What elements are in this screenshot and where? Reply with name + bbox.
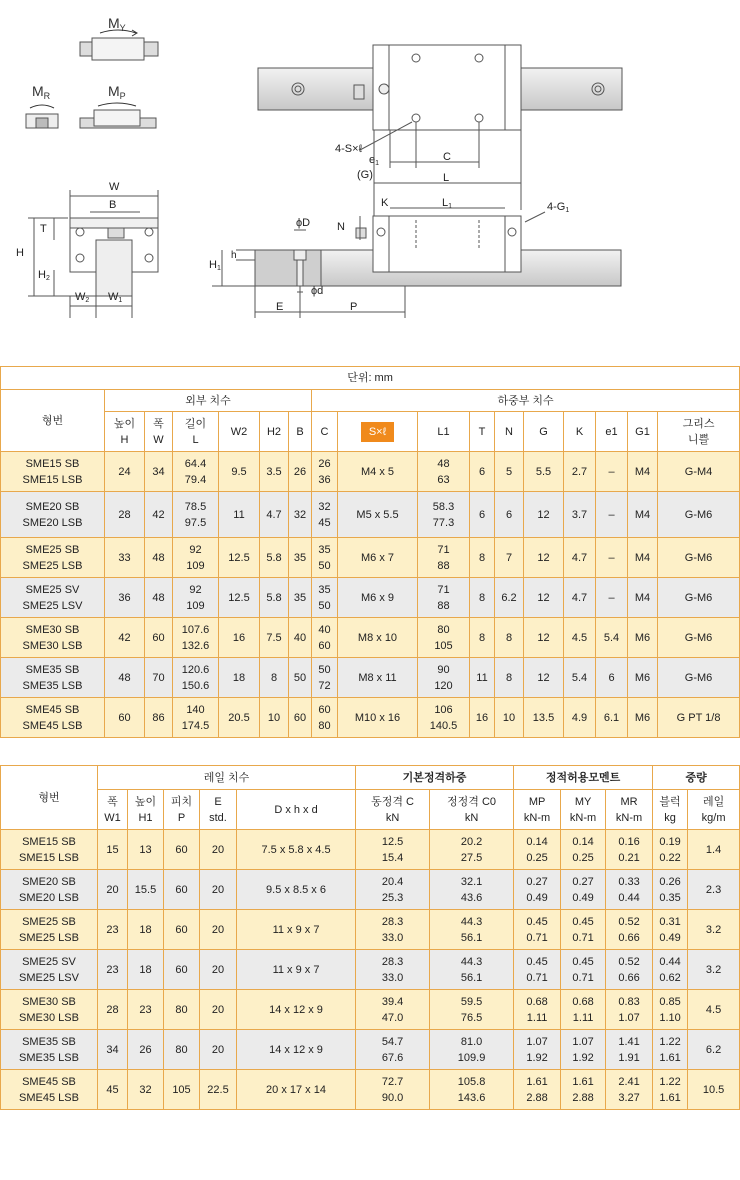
cell-bk: 0.26 0.35 (653, 870, 688, 910)
cell-my: 1.61 2.88 (561, 1070, 606, 1110)
label-my: $M_Y$ (108, 15, 126, 33)
cell-bk: 0.31 0.49 (653, 910, 688, 950)
cell-s: M4 x 5 (338, 452, 418, 492)
cell-l: 120.6 150.6 (173, 658, 219, 698)
cell-n: 7 (495, 538, 524, 578)
model-cell: SME25 SB SME25 LSB (1, 538, 105, 578)
cell-s: M8 x 10 (338, 618, 418, 658)
model-cell: SME15 SB SME15 LSB (1, 830, 98, 870)
cell-b: 35 (289, 578, 312, 618)
block-dimension-table (0, 366, 740, 738)
cell-g1: M6 (628, 658, 658, 698)
cell-e: 20 (200, 1030, 237, 1070)
cell-n: 5 (495, 452, 524, 492)
cell-e: 22.5 (200, 1070, 237, 1110)
cell-k: 2.7 (564, 452, 596, 492)
label-w2: W2 (75, 291, 90, 304)
col-t: T (470, 412, 495, 452)
cell-l1: 71 88 (418, 538, 470, 578)
cell-c: 28.3 33.0 (356, 910, 430, 950)
col-block-weight: 블럭 kg (653, 790, 688, 830)
cell-e: 20 (200, 990, 237, 1030)
label-h-small: h (231, 250, 237, 261)
col-e: E std. (200, 790, 237, 830)
cell-w1: 28 (98, 990, 128, 1030)
moment-my-icon (80, 30, 158, 60)
cell-e: 20 (200, 870, 237, 910)
label-g1: 4-G1 (547, 201, 570, 214)
cell-d: 11 x 9 x 7 (237, 910, 356, 950)
cell-t: 8 (470, 618, 495, 658)
cell-bk: 0.44 0.62 (653, 950, 688, 990)
cell-c0: 105.8 143.6 (430, 1070, 514, 1110)
cell-g: 13.5 (524, 698, 564, 738)
cell-d: 14 x 12 x 9 (237, 1030, 356, 1070)
cell-p: 60 (164, 910, 200, 950)
table-row (1, 830, 740, 870)
cell-k: 4.5 (564, 618, 596, 658)
cell-mp: 0.27 0.49 (514, 870, 561, 910)
col-static-c0: 정정격 C0 kN (430, 790, 514, 830)
cell-h2: 3.5 (260, 452, 289, 492)
cell-k: 4.7 (564, 578, 596, 618)
cell-h2: 7.5 (260, 618, 289, 658)
cell-n: 6 (495, 492, 524, 538)
cell-p: 60 (164, 870, 200, 910)
model-cell: SME30 SB SME30 LSB (1, 618, 105, 658)
label-s: 4-S×ℓ (335, 143, 363, 155)
cell-d: 14 x 12 x 9 (237, 990, 356, 1030)
model-cell: SME20 SB SME20 LSB (1, 870, 98, 910)
col-my: MY kN-m (561, 790, 606, 830)
static-moment-header: 정적허용모멘트 (514, 766, 653, 790)
cell-s: M6 x 7 (338, 538, 418, 578)
cell-w2: 11 (219, 492, 260, 538)
cell-h2: 5.8 (260, 538, 289, 578)
cell-mp: 0.68 1.11 (514, 990, 561, 1030)
cell-e1: – (596, 452, 628, 492)
model-cell: SME25 SV SME25 LSV (1, 578, 105, 618)
col-s: S×ℓ (338, 412, 418, 452)
cell-p: 105 (164, 1070, 200, 1110)
cell-t: 16 (470, 698, 495, 738)
basic-load-header: 기본정격하중 (356, 766, 514, 790)
col-k: K (564, 412, 596, 452)
cell-l1: 58.3 77.3 (418, 492, 470, 538)
cell-my: 0.27 0.49 (561, 870, 606, 910)
label-h1: H1 (209, 259, 221, 272)
cell-gr: G-M6 (658, 538, 740, 578)
drawing-svg (0, 0, 740, 340)
cell-p: 80 (164, 1030, 200, 1070)
cell-w: 34 (145, 452, 173, 492)
cell-g: 12 (524, 618, 564, 658)
cell-c: 39.4 47.0 (356, 990, 430, 1030)
col-dynamic-c: 동정격 C kN (356, 790, 430, 830)
table-row (1, 1070, 740, 1110)
col-dhd: D x h x d (237, 790, 356, 830)
col-mr: MR kN-m (606, 790, 653, 830)
cell-s: M5 x 5.5 (338, 492, 418, 538)
cell-rl: 3.2 (688, 910, 740, 950)
cell-c0: 81.0 109.9 (430, 1030, 514, 1070)
cell-rl: 2.3 (688, 870, 740, 910)
table-row (1, 452, 740, 492)
col-w2: W2 (219, 412, 260, 452)
cell-n: 6.2 (495, 578, 524, 618)
cell-w1: 23 (98, 910, 128, 950)
cell-d: 11 x 9 x 7 (237, 950, 356, 990)
cell-n: 8 (495, 658, 524, 698)
col-mp: MP kN-m (514, 790, 561, 830)
cell-h1: 18 (128, 910, 164, 950)
cell-c0: 44.3 56.1 (430, 910, 514, 950)
table-row (1, 698, 740, 738)
moment-mp-icon (80, 103, 156, 128)
cell-c: 60 80 (312, 698, 338, 738)
label-p: P (350, 301, 358, 313)
cell-s: M10 x 16 (338, 698, 418, 738)
cell-g: 12 (524, 538, 564, 578)
side-view (212, 202, 621, 318)
cell-bk: 0.85 1.10 (653, 990, 688, 1030)
cell-my: 0.68 1.11 (561, 990, 606, 1030)
cell-c: 26 36 (312, 452, 338, 492)
cell-mp: 1.61 2.88 (514, 1070, 561, 1110)
cell-w2: 12.5 (219, 538, 260, 578)
col-g: G (524, 412, 564, 452)
col-h1: 높이 H1 (128, 790, 164, 830)
label-phi-d-small: ϕd (311, 285, 324, 297)
cell-w1: 45 (98, 1070, 128, 1110)
cell-w: 60 (145, 618, 173, 658)
model-cell: SME20 SB SME20 LSB (1, 492, 105, 538)
cell-d: 9.5 x 8.5 x 6 (237, 870, 356, 910)
model-cell: SME30 SB SME30 LSB (1, 990, 98, 1030)
cell-w2: 20.5 (219, 698, 260, 738)
cell-l: 107.6 132.6 (173, 618, 219, 658)
cell-h1: 18 (128, 950, 164, 990)
cell-my: 0.45 0.71 (561, 950, 606, 990)
cell-e: 20 (200, 950, 237, 990)
cell-e1: 6.1 (596, 698, 628, 738)
model-cell: SME35 SB SME35 LSB (1, 1030, 98, 1070)
cell-gr: G-M4 (658, 452, 740, 492)
cell-l1: 80 105 (418, 618, 470, 658)
col-p: 피치 P (164, 790, 200, 830)
cell-s: M8 x 11 (338, 658, 418, 698)
table-row (1, 538, 740, 578)
cell-rl: 4.5 (688, 990, 740, 1030)
cell-e: 20 (200, 910, 237, 950)
cell-l1: 48 63 (418, 452, 470, 492)
front-view (28, 190, 158, 318)
top-view (258, 45, 622, 210)
col-c: C (312, 412, 338, 452)
cell-g1: M6 (628, 698, 658, 738)
cell-b: 40 (289, 618, 312, 658)
model-cell: SME15 SB SME15 LSB (1, 452, 105, 492)
rail-load-table (0, 765, 740, 1110)
cell-c: 32 45 (312, 492, 338, 538)
technical-drawing (0, 0, 740, 340)
cell-s: M6 x 9 (338, 578, 418, 618)
table-row (1, 658, 740, 698)
cell-w2: 9.5 (219, 452, 260, 492)
unit-label: 단위: mm (1, 367, 740, 390)
col-w: 폭 W (145, 412, 173, 452)
col-n: N (495, 412, 524, 452)
cell-c: 40 60 (312, 618, 338, 658)
label-mr: $M_R$ (32, 83, 51, 101)
cell-g: 12 (524, 578, 564, 618)
cell-l1: 71 88 (418, 578, 470, 618)
cell-g1: M4 (628, 538, 658, 578)
cell-e1: – (596, 578, 628, 618)
col-l1: L1 (418, 412, 470, 452)
cell-w1: 23 (98, 950, 128, 990)
cell-l: 140 174.5 (173, 698, 219, 738)
cell-c0: 32.1 43.6 (430, 870, 514, 910)
cell-mp: 1.07 1.92 (514, 1030, 561, 1070)
cell-w2: 12.5 (219, 578, 260, 618)
cell-mr: 1.41 1.91 (606, 1030, 653, 1070)
col-e1: e1 (596, 412, 628, 452)
cell-e1: – (596, 492, 628, 538)
cell-h: 60 (105, 698, 145, 738)
cell-c: 20.4 25.3 (356, 870, 430, 910)
cell-l: 78.5 97.5 (173, 492, 219, 538)
model-cell: SME45 SB SME45 LSB (1, 1070, 98, 1110)
model-header-2: 형번 (1, 766, 98, 830)
cell-rl: 6.2 (688, 1030, 740, 1070)
cell-c: 35 50 (312, 578, 338, 618)
cell-e1: 5.4 (596, 618, 628, 658)
col-l: 길이 L (173, 412, 219, 452)
col-b: B (289, 412, 312, 452)
cell-b: 35 (289, 538, 312, 578)
cell-p: 60 (164, 830, 200, 870)
cell-gr: G-M6 (658, 618, 740, 658)
model-cell: SME25 SV SME25 LSV (1, 950, 98, 990)
col-grease: 그리스 니쁠 (658, 412, 740, 452)
cell-h: 42 (105, 618, 145, 658)
cell-b: 50 (289, 658, 312, 698)
cell-n: 10 (495, 698, 524, 738)
cell-e1: – (596, 538, 628, 578)
cell-bk: 1.22 1.61 (653, 1030, 688, 1070)
label-e: E (276, 301, 284, 313)
cell-w: 48 (145, 538, 173, 578)
cell-t: 8 (470, 538, 495, 578)
cell-w: 42 (145, 492, 173, 538)
label-b: B (109, 199, 117, 211)
cell-bk: 0.19 0.22 (653, 830, 688, 870)
cell-p: 60 (164, 950, 200, 990)
cell-gr: G-M6 (658, 658, 740, 698)
cell-mr: 2.41 3.27 (606, 1070, 653, 1110)
cell-w2: 18 (219, 658, 260, 698)
label-g: (G) (357, 169, 373, 181)
cell-b: 26 (289, 452, 312, 492)
cell-rl: 3.2 (688, 950, 740, 990)
cell-rl: 10.5 (688, 1070, 740, 1110)
cell-g1: M4 (628, 452, 658, 492)
cell-l1: 106 140.5 (418, 698, 470, 738)
label-w: W (109, 181, 120, 193)
label-t: T (40, 223, 47, 235)
cell-h1: 26 (128, 1030, 164, 1070)
cell-t: 6 (470, 452, 495, 492)
cell-w1: 34 (98, 1030, 128, 1070)
table-row (1, 1030, 740, 1070)
label-mp: $M_P$ (108, 83, 126, 101)
cell-h1: 23 (128, 990, 164, 1030)
cell-d: 20 x 17 x 14 (237, 1070, 356, 1110)
cell-l: 92 109 (173, 538, 219, 578)
cell-g: 12 (524, 658, 564, 698)
weight-header: 중량 (653, 766, 740, 790)
cell-b: 60 (289, 698, 312, 738)
cell-h: 28 (105, 492, 145, 538)
cell-k: 4.9 (564, 698, 596, 738)
cell-w: 48 (145, 578, 173, 618)
cell-mp: 0.45 0.71 (514, 910, 561, 950)
cell-mr: 0.33 0.44 (606, 870, 653, 910)
table-row (1, 870, 740, 910)
table-row (1, 990, 740, 1030)
cell-t: 11 (470, 658, 495, 698)
label-k: K (381, 197, 389, 209)
model-cell: SME45 SB SME45 LSB (1, 698, 105, 738)
col-h: 높이 H (105, 412, 145, 452)
label-c: C (443, 151, 451, 163)
table-row (1, 910, 740, 950)
cell-g1: M4 (628, 492, 658, 538)
label-n: N (337, 221, 345, 233)
table-row (1, 950, 740, 990)
table-row (1, 492, 740, 538)
cell-e: 20 (200, 830, 237, 870)
cell-g1: M4 (628, 578, 658, 618)
cell-c: 72.7 90.0 (356, 1070, 430, 1110)
cell-n: 8 (495, 618, 524, 658)
cell-c0: 20.2 27.5 (430, 830, 514, 870)
label-l1: L1 (442, 197, 453, 210)
cell-h: 36 (105, 578, 145, 618)
cell-d: 7.5 x 5.8 x 4.5 (237, 830, 356, 870)
table-row (1, 578, 740, 618)
moment-mr-icon (26, 105, 58, 128)
cell-c: 50 72 (312, 658, 338, 698)
cell-gr: G-M6 (658, 492, 740, 538)
cell-mr: 0.52 0.66 (606, 950, 653, 990)
cell-k: 5.4 (564, 658, 596, 698)
cell-l1: 90 120 (418, 658, 470, 698)
cell-l: 92 109 (173, 578, 219, 618)
model-cell: SME35 SB SME35 LSB (1, 658, 105, 698)
cell-mr: 0.16 0.21 (606, 830, 653, 870)
cell-c: 35 50 (312, 538, 338, 578)
cell-b: 32 (289, 492, 312, 538)
cell-g: 12 (524, 492, 564, 538)
label-h: H (16, 247, 24, 259)
cell-gr: G-M6 (658, 578, 740, 618)
cell-t: 6 (470, 492, 495, 538)
cell-mp: 0.14 0.25 (514, 830, 561, 870)
cell-g1: M6 (628, 618, 658, 658)
label-phi-d-large: ϕD (296, 217, 311, 229)
cell-c0: 44.3 56.1 (430, 950, 514, 990)
label-e1: e1 (369, 154, 380, 167)
cell-c0: 59.5 76.5 (430, 990, 514, 1030)
cell-h2: 4.7 (260, 492, 289, 538)
cell-h2: 10 (260, 698, 289, 738)
cell-p: 80 (164, 990, 200, 1030)
cell-c: 54.7 67.6 (356, 1030, 430, 1070)
cell-h: 48 (105, 658, 145, 698)
cell-h1: 13 (128, 830, 164, 870)
label-l: L (443, 172, 450, 184)
cell-gr: G PT 1/8 (658, 698, 740, 738)
cell-h: 24 (105, 452, 145, 492)
cell-mr: 0.52 0.66 (606, 910, 653, 950)
cell-bk: 1.22 1.61 (653, 1070, 688, 1110)
cell-mp: 0.45 0.71 (514, 950, 561, 990)
col-h2: H2 (260, 412, 289, 452)
col-w1: 폭 W1 (98, 790, 128, 830)
cell-w1: 15 (98, 830, 128, 870)
cell-k: 4.7 (564, 538, 596, 578)
cell-w: 86 (145, 698, 173, 738)
col-rail-weight: 레일 kg/m (688, 790, 740, 830)
label-w1: W1 (108, 291, 123, 304)
cell-my: 1.07 1.92 (561, 1030, 606, 1070)
cell-h: 33 (105, 538, 145, 578)
model-header: 형번 (1, 390, 105, 452)
cell-h2: 8 (260, 658, 289, 698)
cell-h1: 32 (128, 1070, 164, 1110)
cell-w2: 16 (219, 618, 260, 658)
model-cell: SME25 SB SME25 LSB (1, 910, 98, 950)
cell-e1: 6 (596, 658, 628, 698)
cell-rl: 1.4 (688, 830, 740, 870)
cell-h1: 15.5 (128, 870, 164, 910)
cell-g: 5.5 (524, 452, 564, 492)
cell-t: 8 (470, 578, 495, 618)
cell-mr: 0.83 1.07 (606, 990, 653, 1030)
col-g1: G1 (628, 412, 658, 452)
cell-w: 70 (145, 658, 173, 698)
cell-c: 28.3 33.0 (356, 950, 430, 990)
table-row (1, 618, 740, 658)
outer-dim-header: 외부 치수 (105, 390, 312, 412)
cell-h2: 5.8 (260, 578, 289, 618)
cell-c: 12.5 15.4 (356, 830, 430, 870)
cell-my: 0.45 0.71 (561, 910, 606, 950)
cell-k: 3.7 (564, 492, 596, 538)
label-h2: H2 (38, 269, 50, 282)
cell-l: 64.4 79.4 (173, 452, 219, 492)
cell-my: 0.14 0.25 (561, 830, 606, 870)
load-dim-header: 하중부 치수 (312, 390, 740, 412)
cell-w1: 20 (98, 870, 128, 910)
rail-dim-header: 레일 치수 (98, 766, 356, 790)
